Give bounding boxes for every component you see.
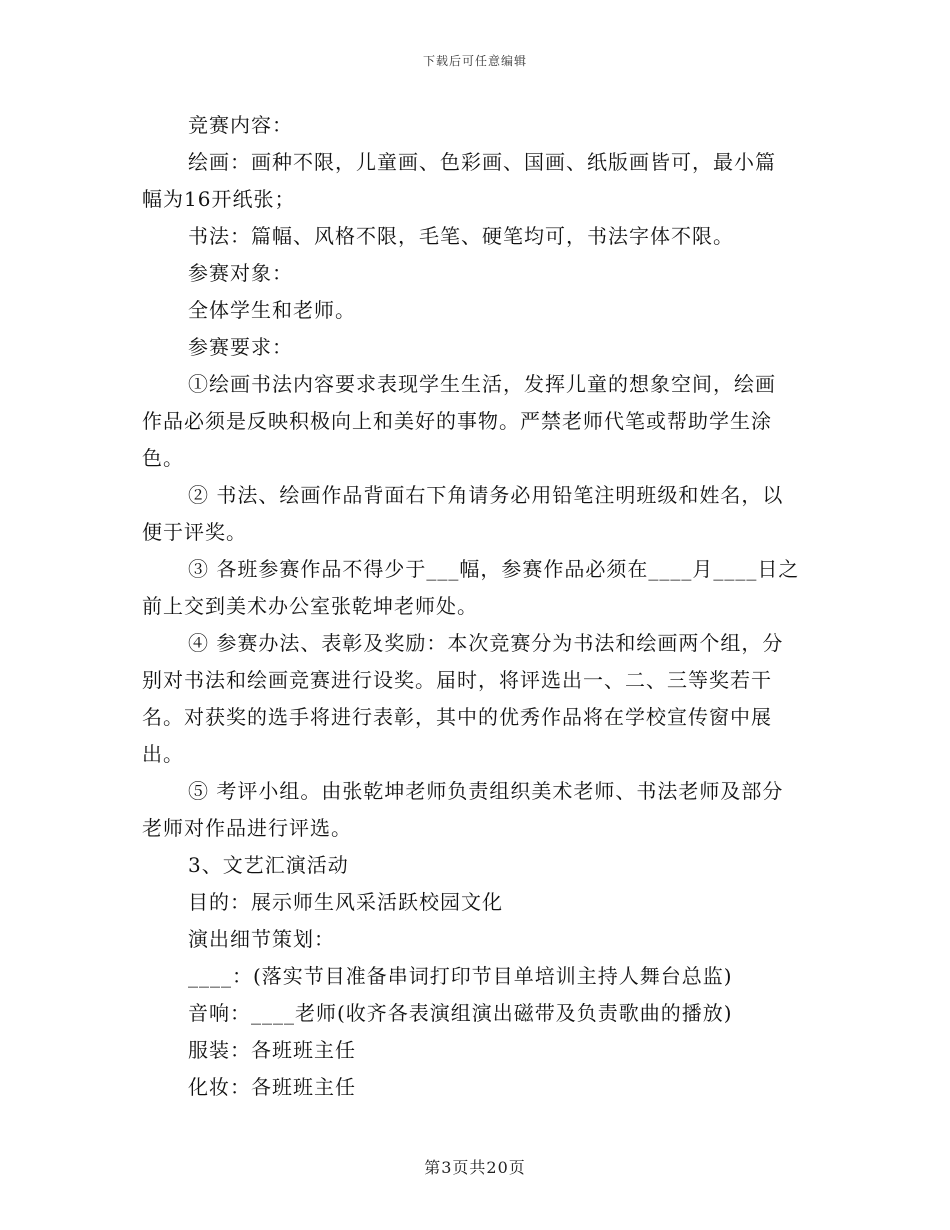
text-line: 书法：篇幅、风格不限，毛笔、硬笔均可，书法字体不限。 [188, 224, 734, 248]
text-line: 演出细节策划： [188, 927, 335, 951]
text-line: 参赛对象： [188, 261, 293, 285]
text-line: 服装：各班班主任 [188, 1038, 356, 1062]
text-line: 音响：____老师(收齐各表演组演出磁带及负责歌曲的播放) [188, 1001, 733, 1025]
text-line: 便于评奖。 [142, 520, 247, 544]
text-line: ①绘画书法内容要求表现学生生活，发挥儿童的想象空间，绘画 [188, 372, 776, 396]
text-line: 色。 [142, 446, 184, 470]
text-line: 名。对获奖的选手将进行表彰，其中的优秀作品将在学校宣传窗中展 [142, 705, 772, 729]
text-line: 参赛要求： [188, 335, 293, 359]
section-heading: 3、文艺汇演活动 [188, 853, 349, 877]
page-header: 下载后可任意编辑 [422, 54, 527, 68]
text-line: 绘画：画种不限，儿童画、色彩画、国画、纸版画皆可，最小篇 [188, 150, 776, 174]
text-line: 作品必须是反映积极向上和美好的事物。严禁老师代笔或帮助学生涂 [142, 409, 772, 433]
text-line: ____：(落实节目准备串词打印节目单培训主持人舞台总监) [188, 964, 733, 988]
text-line: 目的：展示师生风采活跃校园文化 [188, 890, 503, 914]
text-line: ② 书法、绘画作品背面右下角请务必用铅笔注明班级和姓名，以 [188, 483, 784, 507]
text-line: ④ 参赛办法、表彰及奖励：本次竞赛分为书法和绘画两个组，分 [188, 631, 784, 655]
text-line: 出。 [142, 742, 184, 766]
text-line: 化妆：各班班主任 [188, 1075, 356, 1099]
text-line: 前上交到美术办公室张乾坤老师处。 [142, 594, 478, 618]
text-line: 幅为16开纸张； [142, 187, 296, 211]
text-line: 全体学生和老师。 [188, 298, 356, 322]
page-footer: 第3页共20页 [424, 1158, 526, 1177]
text-line: 老师对作品进行评选。 [142, 816, 352, 840]
document-body [142, 107, 812, 1106]
text-line: ⑤ 考评小组。由张乾坤老师负责组织美术老师、书法老师及部分 [188, 779, 784, 803]
text-line: ③ 各班参赛作品不得少于___幅，参赛作品必须在____月____日之 [188, 557, 800, 581]
text-line: 竞赛内容： [188, 113, 293, 137]
text-line: 别对书法和绘画竞赛进行设奖。届时，将评选出一、二、三等奖若干 [142, 668, 772, 692]
